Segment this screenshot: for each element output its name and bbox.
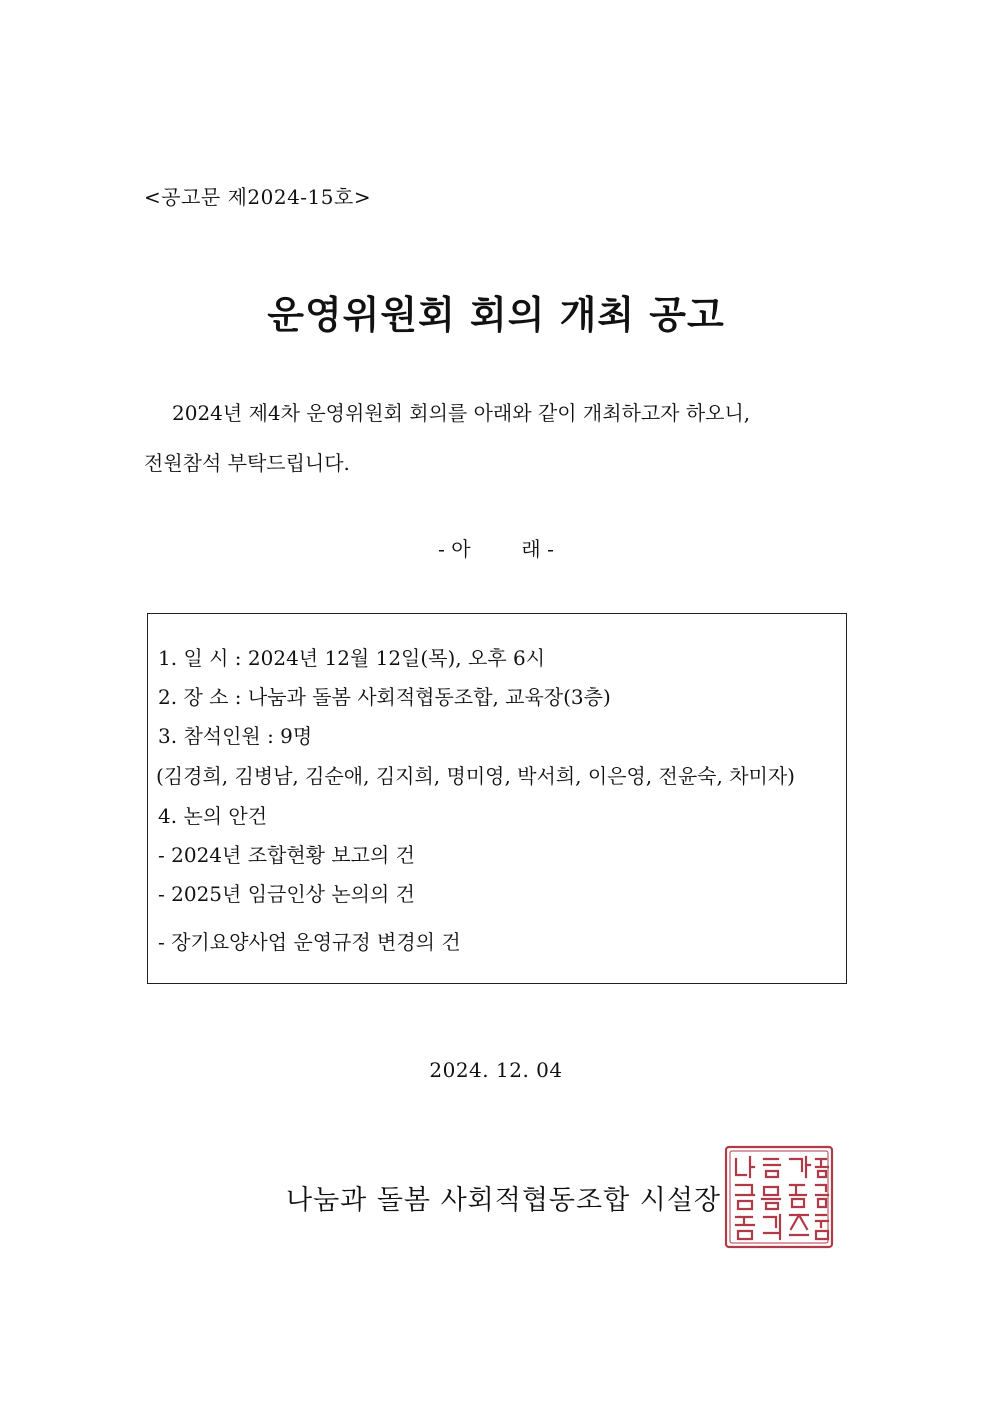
- agenda-item: - 장기요양사업 운영규정 변경의 건: [158, 930, 461, 954]
- agenda-heading: 4. 논의 안건: [158, 804, 268, 828]
- document-date: 2024. 12. 04: [429, 1058, 563, 1082]
- attendees-names: (김경희, 김병남, 김순애, 김지희, 명미영, 박서희, 이은영, 전윤숙, 차미자): [156, 764, 795, 788]
- intro-line-1: 2024년 제4차 운영위원회 회의를 아래와 같이 개최하고자 하오니,: [172, 401, 751, 425]
- intro-line-2: 전원참석 부탁드립니다.: [144, 451, 350, 475]
- datetime-line: 1. 일 시 : 2024년 12월 12일(목), 오후 6시: [158, 646, 546, 670]
- attendees-heading: 3. 참석인원 : 9명: [158, 724, 313, 748]
- official-seal: [724, 1145, 834, 1249]
- location-line: 2. 장 소 : 나눔과 돌봄 사회적협동조합, 교육장(3층): [158, 685, 611, 709]
- details-box: [147, 613, 847, 984]
- notice-number: <공고문 제2024-15호>: [144, 185, 372, 209]
- below-label: - 아 래 -: [438, 537, 554, 561]
- agenda-item: - 2025년 임금인상 논의의 건: [158, 882, 415, 906]
- agenda-item: - 2024년 조합현황 보고의 건: [158, 843, 415, 867]
- intro-paragraph: [144, 398, 864, 478]
- signatory: 나눔과 돌봄 사회적협동조합 시설장: [286, 1185, 721, 1216]
- page-title: 운영위원회 회의 개최 공고: [267, 293, 725, 337]
